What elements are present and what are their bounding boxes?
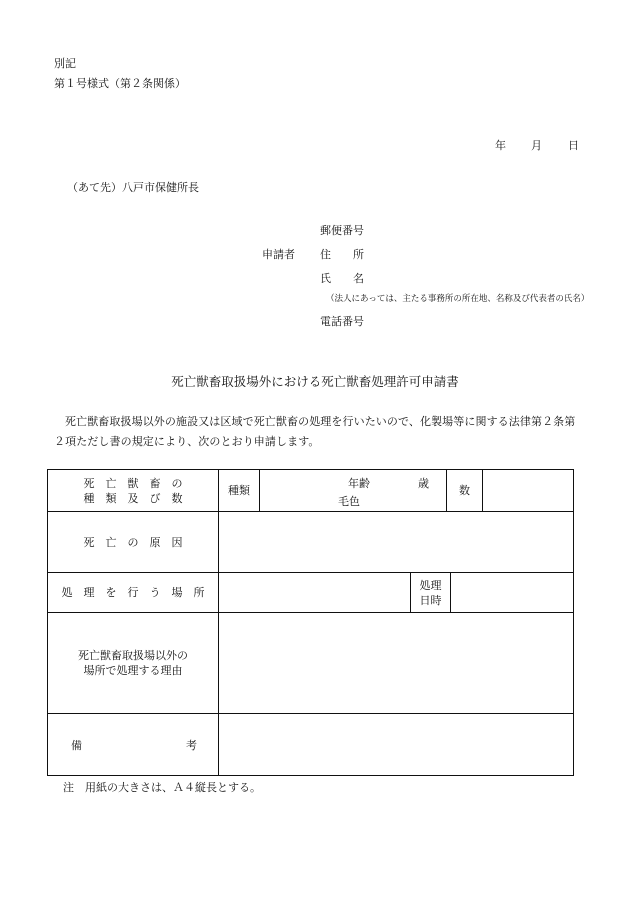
appendix-label: 別記: [54, 57, 76, 70]
date-month-label: 月: [531, 139, 542, 152]
reason-label-line1: 死亡獣畜取扱場以外の: [78, 649, 188, 662]
processing-datetime-label-line1: 処理: [419, 578, 442, 592]
applicant-label: 申請者: [262, 248, 295, 261]
age-unit: 歳: [418, 477, 429, 490]
color-label: 毛色: [338, 495, 360, 508]
addressee: （あて先）八戸市保健所長: [67, 181, 199, 194]
name-label: 氏 名: [320, 272, 364, 285]
processing-place-label: 処 理 を 行 う 場 所: [61, 586, 205, 599]
date-year-label: 年: [495, 139, 506, 152]
cause-of-death-label: 死 亡 の 原 因: [83, 535, 183, 549]
table-divider: [48, 713, 573, 714]
document-body: 死亡獣畜取扱場以外の施設又は区域で死亡獣畜の処理を行いたいので、化製場等に関する法律第２条第２項ただし書の規定により、次のとおり申請します。: [54, 415, 576, 448]
animal-type-count-label: [48, 470, 218, 511]
address-label: 住 所: [320, 248, 364, 261]
remarks-label-right: 考: [186, 739, 197, 752]
remarks-label-left: 備: [71, 739, 82, 752]
count-label: 数: [459, 484, 470, 497]
reason-label-line2: 場所で処理する理由: [83, 664, 183, 677]
table-divider: [218, 470, 219, 775]
processing-datetime-label-line2: 日時: [419, 593, 442, 607]
date-day-label: 日: [568, 139, 579, 152]
table-divider: [259, 470, 260, 511]
postal-code-label: 郵便番号: [320, 224, 364, 237]
name-note: （法人にあっては、主たる事務所の所在地、名称及び代表者の氏名）: [326, 294, 590, 304]
footnote: 注 用紙の大きさは、Ａ４縦長とする。: [63, 781, 261, 794]
type-label: 種類: [228, 484, 250, 497]
form-number: 第１号様式（第２条関係）: [54, 77, 186, 90]
table-divider: [482, 470, 483, 511]
reason-label: [48, 613, 218, 713]
table-divider: [450, 572, 451, 612]
processing-datetime-label: [411, 573, 450, 612]
application-table: [47, 469, 574, 776]
animal-type-count-label-line2: 種 類 及 び 数: [83, 491, 183, 505]
animal-type-count-label-line1: 死 亡 獣 畜 の: [83, 476, 183, 490]
phone-label: 電話番号: [320, 315, 364, 328]
document-title: 死亡獣畜取扱場外における死亡獣畜処理許可申請書: [171, 374, 459, 389]
age-label: 年齢: [348, 477, 370, 490]
